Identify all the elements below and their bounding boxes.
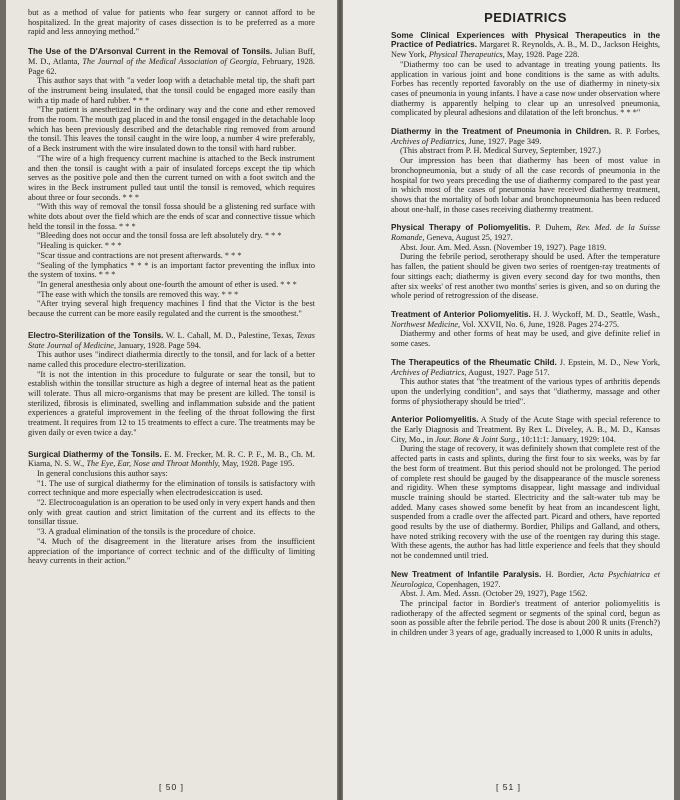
article-citation-tail: May, 1928. Page 195. [219,459,295,469]
article-heading [391,127,660,146]
article-anterior-poliomyelitis-study [391,415,660,561]
journal-name: Northwest Medicine, [391,319,461,329]
paragraph: "Sealing of the lymphatics * * * is an important factor preventing the influx into the system of toxins. * * * [28,260,315,280]
article-citation-tail: May, 1928. Page 228. [504,50,580,60]
paragraph: "Scar tissue and contractions are not present afterwards. * * * [37,250,242,260]
article-title: Some Clinical Experiences with Physical Therapeutics in the Practice of Pediatrics. [391,30,660,50]
paragraph: "4. Much of the disagreement in the literature arises from the insufficient appreciation of the importance of correct technic and of the difficulty of limiting heavy currents in their action." [28,536,315,566]
article-heading [391,223,660,242]
article-heading [391,310,660,329]
abstract-note: Abst. J. Am. Med. Assn. (October 29, 1927), Page 1562. [400,589,588,599]
paragraph: "2. Electrocoagulation is an operation to be used only in very expert hands and then only with great caution and strict limitation of the current and its effects to the tonsillar tissue. [28,498,315,527]
article-heading [391,415,660,444]
article-heading [28,450,315,469]
left-column [28,8,315,566]
article-heading [28,47,315,76]
paragraph: "1. The use of surgical diathermy for the elimination of tonsils is satisfactory with correct technique and more especially when electrodesiccation is used. [28,478,315,498]
page-number: [ 51 ] [496,782,521,792]
paragraph: "The ease with which the tonsils are removed this way. * * * [37,289,239,299]
article-electro-sterilization [28,331,315,438]
article-pneumonia [391,127,660,214]
article-citation: A Study of the Acute Stage with special reference to the Early Diagnosis and Treatment. By Rex L. Diveley, A. B., M. D., Kansas City, Mo., in [391,415,660,444]
paragraph: This author states that "the treatment of the various types of arthritis depends upon the underlying condition", and says that "diathermy, massage and other forms of physiotherapy should be tried". [391,377,660,406]
article-citation-tail: Geneva, August 25, 1927. [424,233,513,243]
article-citation-tail: February, 1928. Page 62. [28,56,315,76]
article-title: New Treatment of Infantile Paralysis. [391,569,542,579]
article-citation-tail: January, 1928. Page 594. [116,340,201,350]
article-darsonval [28,47,315,319]
article-rheumatic-child [391,358,660,407]
paragraph: Diathermy and other forms of heat may be used, and give definite relief in some cases. [391,329,660,349]
article-surgical-diathermy [28,450,315,566]
paragraph: During the stage of recovery, it was definitely shown that complete rest of the affected parts in casts and splints, during the first four to six weeks, was by far the best form of treatment. But this period should not be prolonged. The period of complete rest should be gauged by the disappearance of the muscle soreness and rigidity. When these symptoms disappear, light massage and individual muscle training should be started. Electricity and the salt-water tub may be added. Many cases showed some benefit by heat from an incandescent light, suspended from a cradle over the affected part. Picard and others, have reported good results by the use of diathermy. Bordier, Philips and Galland, and others, have noted striking recovery with the use of the roentgen ray during this stage. With these agents, the author has had little experience and feels that they should not be condemned until tried. [391,444,660,561]
article-citation: H. J. Wyckoff, M. D., Seattle, Wash., [530,309,660,319]
article-infantile-paralysis [391,570,660,638]
article-citation-tail: August, 1927. Page 517. [466,367,550,377]
right-column [391,0,660,638]
article-title: Diathermy in the Treatment of Pneumonia in Children. [391,127,612,137]
article-anterior-poliomyelitis-treatment [391,310,660,349]
article-citation: H. Bordier, [541,569,589,579]
article-citation: Julian Buff, M. D., Atlanta, [28,47,315,66]
article-citation: P. Duhem, [530,223,577,233]
article-clinical-experiences [391,31,660,118]
article-heading [391,31,660,60]
paragraph: "Bleeding does not occur and the tonsil fossa are left absolutely dry. * * * [37,231,282,241]
journal-name: Physical Therapeutics, [428,50,505,60]
paragraph: "After trying several high frequency machines I find that the Victor is the best because the current can be more easily regulated and the current is the smoothest." [28,299,315,319]
journal-name: Rev. Med. de la Suisse Romande, [391,223,660,243]
paragraph: "In general anesthesia only about one-fourth the amount of ether is used. * * * [37,279,297,289]
article-title: The Therapeutics of the Rheumatic Child. [391,357,557,367]
abstract-note: Abst. Jour. Am. Med. Assn. (November 19, 1927). Page 1819. [400,242,607,252]
journal-name: The Eye, Ear, Nose and Throat Monthly, [86,459,220,469]
article-citation-tail: June, 1927. Page 349. [466,136,542,146]
intro-paragraph: but as a method of value for patients who fear surgery or cannot afford to be hospitalized. In the great majority of cases dissection is to be preferred as a more rapid and less annoying method." [28,8,315,37]
paragraph: "Healing is quicker. * * * [37,241,122,251]
article-citation: R. P. Forbes, [611,127,660,137]
section-title: PEDIATRICS [484,10,567,25]
article-citation-tail: 10:11:1: January, 1929: 104. [519,434,616,444]
journal-name: The Journal of the Medical Association of Georgia, [82,56,260,66]
paragraph: Our impression has been that diathermy has been of most value in bronchopneumonia, but a study of all the case records of pneumonia in the hospital for two years preceding the use of diathermy compared to the past year in which most of the cases of pneumonia have received diathermy treatment, shows that the mortality of both lobar and bronchopneumonia has been reduced about one-half, in those cases receiving diathermy treatment. [391,156,660,214]
article-heading [391,570,660,589]
paragraph: "The patient is anesthetized in the ordinary way and the cone and ether removed from the room. The mouth gag placed in and the tonsil engaged in the detachable loop which has been previously described and the detachable ring removed from around the tonsil. This leaves the tonsil caught in the wire loop, a number 4 wire preferably, of a Beck instrument with the wire insulated down to the tonsil with hard rubber. [28,105,315,154]
article-title: Surgical Diathermy of the Tonsils. [28,449,162,459]
left-page [6,0,337,800]
journal-name: Archives of Pediatrics, [391,367,467,377]
paragraph: "It is not the intention in this procedure to fulgurate or sear the tonsil, but to establish within the tonsillar structure as high a degree of internal heat as the patient will tolerate. Thus all micro-organisms that may be present are killed. The tonsil is sterilized, fibrosis is eliminated, swelling and inflammation subside and the patient experiences a grateful improvement in the feeling of the throat following the first treatment. It requires from 12 to 15 treatments to effect a cure. The treatments may be given daily or even twice a day." [28,369,315,437]
article-heading [28,331,315,350]
journal-name: Acta Psychiatrica et Neurologica, [391,569,661,589]
journal-name: Texas State Journal of Medicine, [28,330,315,350]
page-number: [ 50 ] [159,782,184,792]
article-title: Physical Therapy of Poliomyelitis. [391,223,531,233]
paragraph: The principal factor in Bordier's treatment of anterior poliomyelitis is radiotherapy of the affected segment or segments of the spinal cord, begun as soon as possible after the febrile period. The dose is about 200 R units (French?) in children under 3 years of age, gradually increased to 1,000 R units in adults, [391,598,660,638]
journal-name: Archives of Pediatrics, [391,136,467,146]
article-citation: W. L. Cahall, M. D., Palestine, Texas, [163,330,297,340]
article-citation: Margaret R. Reynolds, A. B., M. D., Jackson Heights, New York, [391,40,660,60]
paragraph: "The wire of a high frequency current machine is attached to the Beck instrument and then the tonsil is caught with a pair of insulated forceps except the tip which serves as the positive pole and then the current turned on with a foot switch and the wires in the Beck instrument pulled taut until the tonsil is removed, which requires about three or four seconds. * * * [28,153,315,202]
paragraph: "3. A gradual elimination of the tonsils is the procedure of choice. [37,527,256,537]
article-citation: J. Epstein, M. D., New York, [556,357,660,367]
article-title: Anterior Poliomyelitis. [391,415,479,425]
article-title: The Use of the D'Arsonval Current in the Removal of Tonsils. [28,47,273,57]
article-heading [391,358,660,377]
article-poliomyelitis-duhem [391,223,660,301]
article-citation: E. M. Frecker, M. R. C. P. F., M. B., Ch. M. Kiama, N. S. W., [28,449,315,469]
article-citation-tail: Copenhagen, 1927. [434,579,501,589]
article-citation-tail: Vol. XXVII, No. 6, June, 1928. Pages 274-275. [460,319,620,329]
abstract-note: (This abstract from P. H. Medical Survey, September, 1927.) [400,146,601,156]
journal-name: Jour. Bone & Joint Surg., [435,434,520,444]
paragraph: "Diathermy too can be used to advantage in treating young patients. Its application in various joint and bone conditions is the same as with adults. Forbes has recently reported favorably on the use of diathermy in ninety-six cases of pneumonia in young infants. I have a case now under observation where diathermy is apparently helping to clear up an unresolved pneumonia, complicated by pleural adhesions and dilatation of the left bronchus. * * *" [391,59,660,118]
article-title: Treatment of Anterior Poliomyelitis. [391,309,531,319]
paragraph: This author uses "indirect diathermia directly to the tonsil, and for lack of a better name called this procedure electro-sterilization. [28,350,315,369]
article-title: Electro-Sterilization of the Tonsils. [28,330,164,340]
paragraph: This author says that with "a veder loop with a detachable metal tip, the shaft part of the instrument being insulated, that the tonsil could be engaged more easily than with a tip made of hard rubber. * * * [28,76,315,105]
paragraph: During the febrile period, serotherapy should be used. After the temperature has fallen, the patient should be given two series of roentgen-ray treatments of four sittings each; diathermy is given every second day for two months, then after six weeks' of rest another two months' series is given, and so on during the whole period of retrogression of the disease. [391,252,660,301]
right-page [343,0,674,800]
paragraph: "With this way of removal the tonsil fossa should be a glistening red surface with white dots about over the field which are the ends of scar and connective tissue which held the tonsil in the fossa. * * * [28,202,315,231]
paragraph: In general conclusions this author says: [37,468,168,478]
